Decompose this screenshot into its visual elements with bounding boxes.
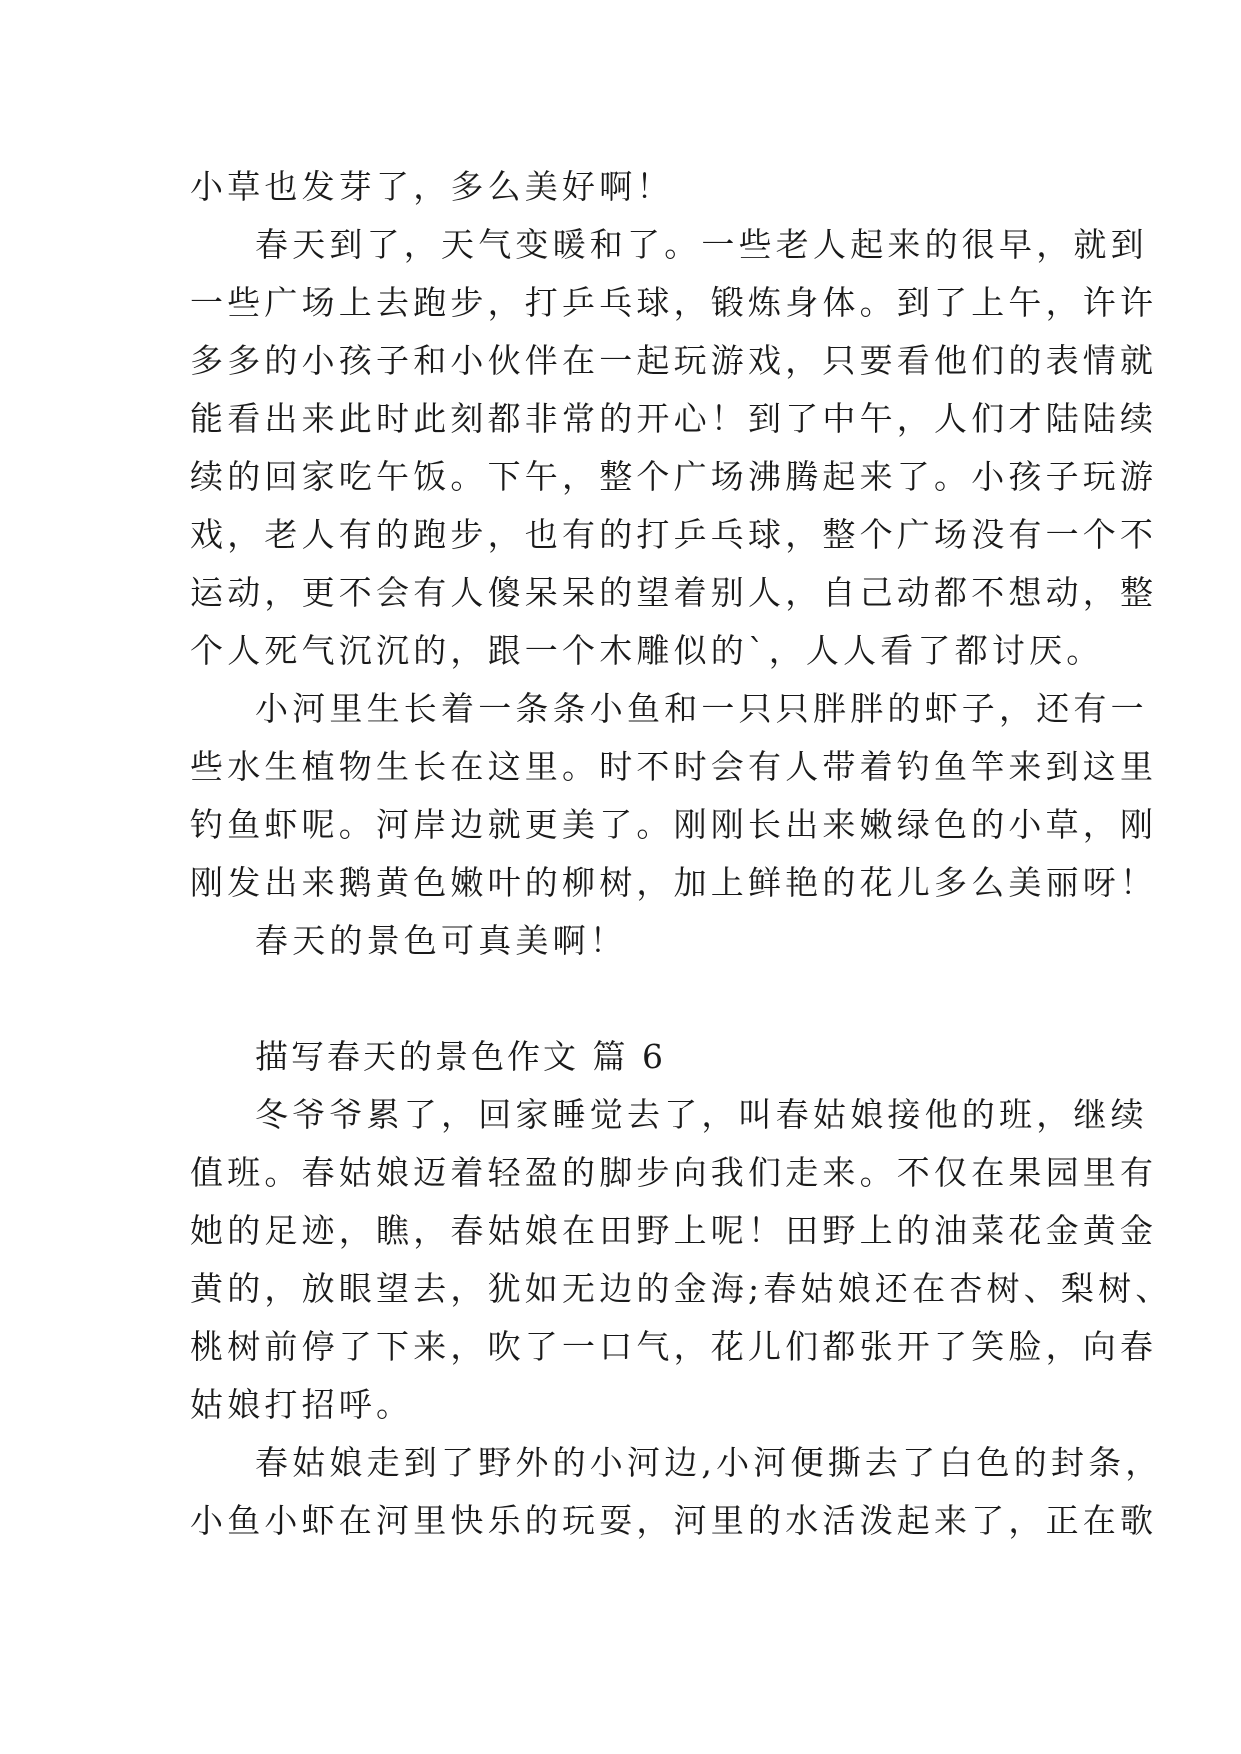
text-line: 续的回家吃午饭。下午，整个广场沸腾起来了。小孩子玩游 (190, 457, 1158, 496)
text-line: 个人死气沉沉的，跟一个木雕似的`，人人看了都讨厌。 (190, 631, 1104, 670)
text-line: 姑娘打招呼。 (190, 1385, 414, 1424)
paragraph-start-line: 冬爷爷累了，回家睡觉去了，叫春姑娘接他的班，继续 (255, 1095, 1148, 1134)
text-line: 刚发出来鹅黄色嫩叶的柳树，加上鲜艳的花儿多么美丽呀！ (190, 863, 1158, 902)
paragraph-start-line: 春天到了，天气变暖和了。一些老人起来的很早，就到 (255, 225, 1148, 264)
text-line: 黄的，放眼望去，犹如无边的金海;春姑娘还在杏树、梨树、 (190, 1269, 1173, 1308)
text-line: 戏，老人有的跑步，也有的打乒乓球，整个广场没有一个不 (190, 515, 1158, 554)
text-line: 桃树前停了下来，吹了一口气，花儿们都张开了笑脸，向春 (190, 1327, 1158, 1366)
text-line: 能看出来此时此刻都非常的开心！到了中午，人们才陆陆续 (190, 399, 1158, 438)
text-line: 她的足迹，瞧，春姑娘在田野上呢！田野上的油菜花金黄金 (190, 1211, 1158, 1250)
text-line: 运动，更不会有人傻呆呆的望着别人，自己动都不想动，整 (190, 573, 1158, 612)
text-line: 值班。春姑娘迈着轻盈的脚步向我们走来。不仅在果园里有 (190, 1153, 1158, 1192)
paragraph-start-line: 春天的景色可真美啊！ (255, 921, 627, 960)
section-heading: 描写春天的景色作文 篇 6 (255, 1037, 666, 1076)
paragraph-start-line: 小河里生长着一条条小鱼和一只只胖胖的虾子，还有一 (255, 689, 1148, 728)
text-line: 多多的小孩子和小伙伴在一起玩游戏，只要看他们的表情就 (190, 341, 1158, 380)
text-line: 些水生植物生长在这里。时不时会有人带着钓鱼竿来到这里 (190, 747, 1158, 786)
paragraph-start-line: 春姑娘走到了野外的小河边,小河便撕去了白色的封条， (255, 1443, 1163, 1482)
text-line: 小草也发芽了，多么美好啊！ (190, 167, 674, 206)
text-line: 小鱼小虾在河里快乐的玩耍，河里的水活泼起来了，正在歌 (190, 1501, 1158, 1540)
text-line: 钓鱼虾呢。河岸边就更美了。刚刚长出来嫩绿色的小草，刚 (190, 805, 1158, 844)
text-line: 一些广场上去跑步，打乒乓球，锻炼身体。到了上午，许许 (190, 283, 1158, 322)
